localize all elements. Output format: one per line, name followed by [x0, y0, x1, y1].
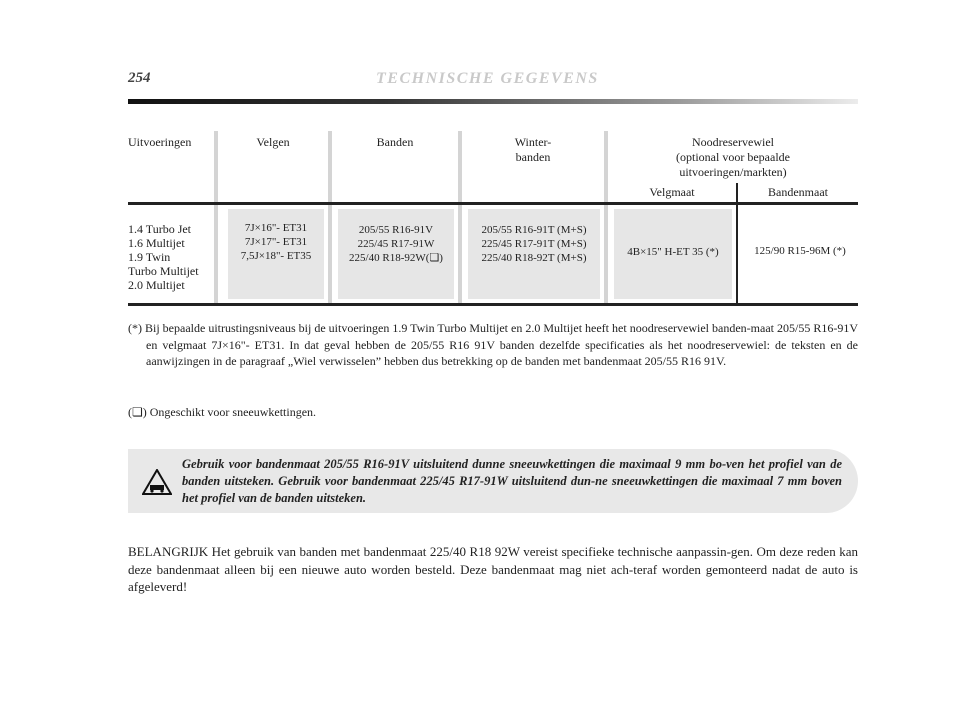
- list-item: 205/55 R16-91T (M+S): [481, 224, 587, 236]
- list-item: 7J×16"- ET31: [244, 222, 308, 234]
- table-rule-top: [128, 202, 858, 205]
- column-separator: [328, 131, 332, 305]
- warning-text: Gebruik voor bandenmaat 205/55 R16-91V uitsluitend dunne sneeuwkettingen die maximaal 9 mm bo-ven het profiel van de banden uitsteken. Gebruik voor bandenmaat 225/45 R17-91W uitsluitend dun-ne sneeuwkettingen die maximaal 7 mm boven het profiel van de banden uitsteken.: [182, 457, 842, 505]
- tire-spec-table: [128, 125, 858, 310]
- header-rule: [128, 99, 858, 104]
- list-item: 7,5J×18"- ET35: [240, 250, 312, 262]
- footnote-box: (❏) Ongeschikt voor sneeuwkettingen.: [128, 405, 317, 419]
- list-item: 7J×17"- ET31: [244, 236, 308, 248]
- header-noodreservewiel: [608, 135, 858, 180]
- banden-cell: [338, 209, 454, 299]
- uitvoeringen-list: [128, 222, 199, 292]
- header-winter-line2: banden: [515, 150, 551, 164]
- header-noodreservewiel-sub2: uitvoeringen/markten): [679, 165, 787, 179]
- velgmaat-value: 4B×15" H-ET 35 (*): [627, 246, 719, 258]
- column-separator: [214, 131, 218, 305]
- header-velgen: Velgen: [256, 135, 290, 149]
- list-item: 1.6 Multijet: [128, 236, 185, 250]
- section-title: TECHNISCHE GEGEVENS: [376, 70, 599, 87]
- header-uitvoeringen: Uitvoeringen: [128, 135, 192, 149]
- list-item: 2.0 Multijet: [128, 278, 185, 292]
- list-item: 225/40 R18-92W(❏): [349, 252, 443, 264]
- header-bandenmaat: Bandenmaat: [768, 185, 828, 199]
- winterbanden-cell: [468, 209, 600, 299]
- header-velgmaat: Velgmaat: [649, 185, 695, 199]
- velgmaat-cell: [614, 209, 732, 299]
- warning-box: [128, 449, 858, 513]
- list-item: 225/40 R18-92T (M+S): [481, 252, 587, 264]
- header-banden: Banden: [376, 135, 414, 149]
- spare-column-divider: [736, 183, 738, 305]
- important-note: BELANGRIJK Het gebruik van banden met bandenmaat 225/40 R18 92W vereist specifieke technische aanpassin-gen. Om deze reden kan deze bandenmaat alleen bij een nieuwe auto worden besteld. Deze bandenmaat mag niet ach-teraf worden gemonteerd nadat de auto is afgeleverd!: [128, 544, 858, 594]
- list-item: Turbo Multijet: [128, 264, 199, 278]
- list-item: 205/55 R16-91V: [358, 224, 434, 236]
- table-rule-bottom: [128, 303, 858, 306]
- header-winter-line1: Winter-: [514, 135, 552, 149]
- list-item: 225/45 R17-91T (M+S): [481, 238, 587, 250]
- list-item: 1.9 Twin: [128, 250, 171, 264]
- page-number: 254: [128, 70, 151, 86]
- warning-triangle-icon: [142, 469, 172, 495]
- velgen-cell: [228, 209, 324, 299]
- list-item: 225/45 R17-91W: [357, 238, 435, 250]
- footnote-asterisk: (*) Bij bepaalde uitrustingsniveaus bij de uitvoeringen 1.9 Twin Turbo Multijet en 2.0 Multijet heeft het noodreservewiel banden-maat 205/55 R16-91V en velgmaat 7J×16"- ET31. In dat geval hebben de 205/55 R16 91V banden dezelfde specificaties als het noodreservewiel: de teksten en de aanwijzingen in de paragraaf „Wiel verwisselen” hebben dus betrekking op de banden met bandenmaat 205/55 R16 91V.: [128, 321, 858, 368]
- header-noodreservewiel-sub1: (optional voor bepaalde: [676, 150, 790, 164]
- list-item: 1.4 Turbo Jet: [128, 222, 192, 236]
- bandenmaat-value: 125/90 R15-96M (*): [754, 245, 846, 257]
- header-winterbanden: [462, 135, 604, 165]
- header-noodreservewiel-title: Noodreservewiel: [692, 135, 774, 149]
